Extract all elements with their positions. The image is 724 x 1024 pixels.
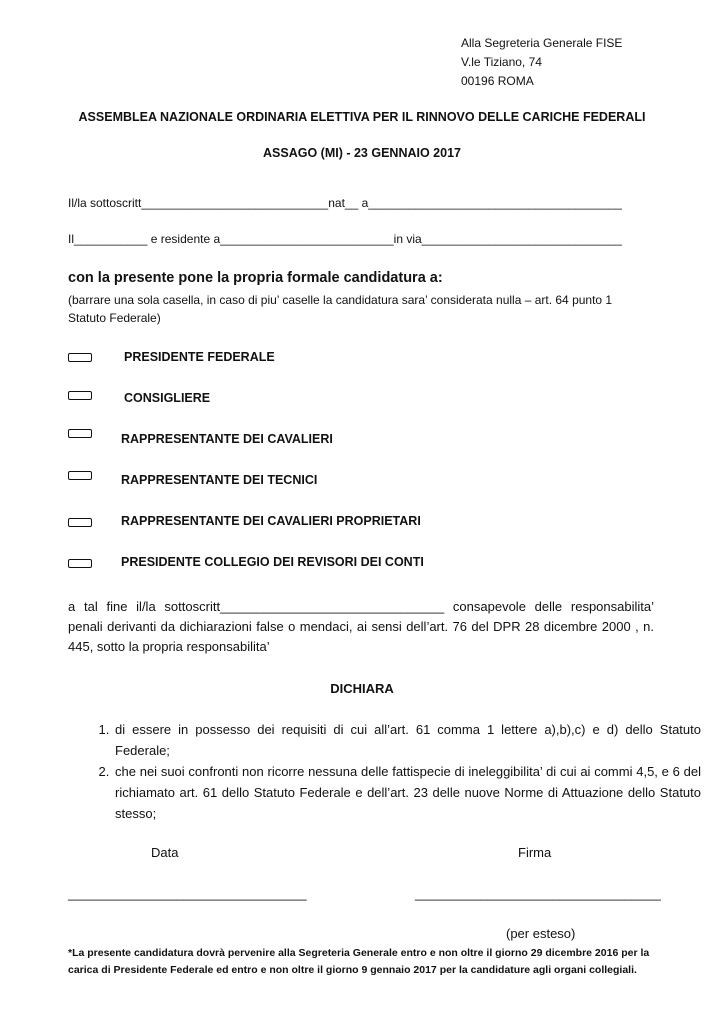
option-presidente-federale: PRESIDENTE FEDERALE	[124, 350, 275, 364]
address-line-3: 00196 ROMA	[461, 74, 534, 88]
signature-label: Firma	[518, 845, 552, 860]
address-line-2: V.le Tiziano, 74	[461, 55, 542, 69]
declaration-item-2: 2. che nei suoi confronti non ricorre nessuna delle fattispecie di ineleggibilita’ di cui ai commi 4,5, e 6 del richiamato art. 61 dello Statuto Federale e dell’art. 23 delle nuove Norme di Attuazione dello Statuto stesso;	[113, 761, 701, 824]
candidacy-note: (barrare una sola casella, in caso di piu’ caselle la candidatura sara’ considerata nulla – art. 64 punto 1 Statuto Federale)	[68, 293, 613, 325]
candidacy-heading: con la presente pone la propria formale candidatura a:	[68, 270, 443, 286]
option-presidente-revisori: PRESIDENTE COLLEGIO DEI REVISORI DEI CONTI	[121, 555, 424, 569]
footnote: *La presente candidatura dovrà pervenire alla Segreteria Generale entro e non oltre il giorno 29 dicembre 2016 per la carica di Presidente Federale ed entro e non oltre il giorno 9 gennaio 2017 per la candidature agli organi collegiali.	[68, 947, 650, 976]
option-rappresentante-cavalieri-proprietari: RAPPRESENTANTE DEI CAVALIERI PROPRIETARI	[121, 514, 421, 528]
declaration-item-1: 1. di essere in possesso dei requisiti di cui all’art. 61 comma 1 lettere a),b),c) e d) dello Statuto Federale;	[113, 719, 701, 761]
option-rappresentante-cavalieri: RAPPRESENTANTE DEI CAVALIERI	[121, 432, 333, 446]
checkbox-presidente-revisori[interactable]	[68, 559, 92, 568]
checkbox-consigliere[interactable]	[68, 391, 92, 400]
declaration-heading: DICHIARA	[330, 681, 394, 696]
signature-line: __________________________________	[415, 886, 661, 901]
address-line-1: Alla Segreteria Generale FISE	[461, 36, 623, 50]
document-subtitle: ASSAGO (MI) - 23 GENNAIO 2017	[263, 146, 461, 160]
declaration-list	[68, 719, 701, 824]
signature-note: (per esteso)	[506, 926, 576, 941]
checkbox-rappresentante-cavalieri[interactable]	[68, 429, 92, 438]
residence-line: Il___________ e residente a__________________________in via______________________________	[68, 232, 622, 246]
date-line: _________________________________	[68, 886, 307, 901]
personal-data-line: Il/la sottoscritt____________________________nat__ a______________________________________	[68, 196, 622, 210]
option-rappresentante-tecnici: RAPPRESENTANTE DEI TECNICI	[121, 473, 318, 487]
date-label: Data	[151, 845, 179, 860]
checkbox-rappresentante-tecnici[interactable]	[68, 471, 92, 480]
document-title: ASSEMBLEA NAZIONALE ORDINARIA ELETTIVA PER IL RINNOVO DELLE CARICHE FEDERALI	[78, 110, 646, 124]
option-consigliere: CONSIGLIERE	[124, 391, 211, 405]
checkbox-presidente-federale[interactable]	[68, 353, 92, 362]
declaration-intro: a tal fine il/la sottoscritt_______________________________ consapevole delle responsabilita’ penali derivanti da dichiarazioni false o mendaci, ai sensi dell’art. 76 del DPR 28 dicembre 2000 , n. 445, sotto la propria responsabilita’	[68, 599, 654, 654]
checkbox-rappresentante-cavalieri-proprietari[interactable]	[68, 518, 92, 527]
